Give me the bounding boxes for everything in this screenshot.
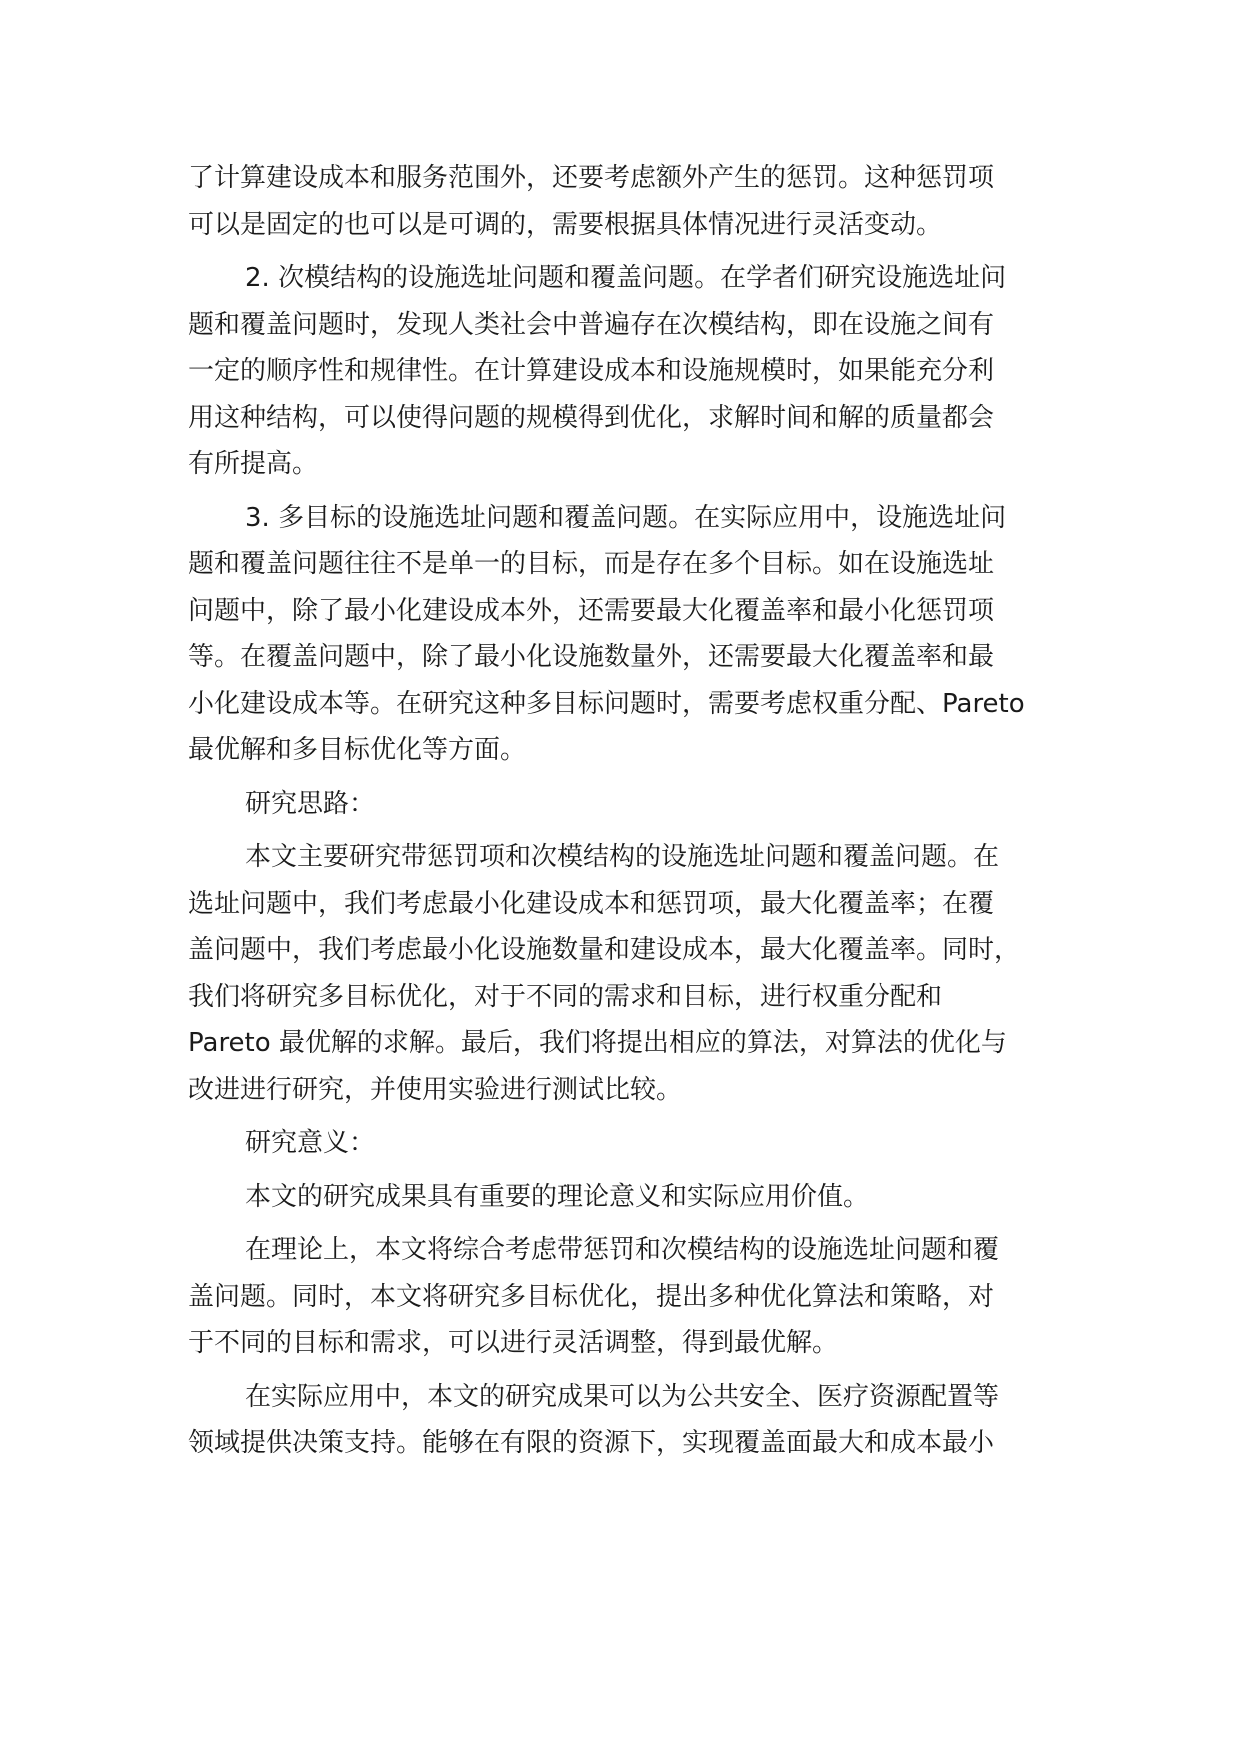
text-line: 领域提供决策支持。能够在有限的资源下，实现覆盖面最大和成本最小 [188,1428,995,1458]
text-line: 题和覆盖问题往往不是单一的目标，而是存在多个目标。如在设施选址 [188,549,995,579]
heading-research-significance [188,1120,1078,1167]
text-line: 小化建设成本等。在研究这种多目标问题时，需要考虑权重分配、Pareto [188,688,1025,719]
text-line: 研究意义： [245,1128,376,1158]
text-line: 选址问题中，我们考虑最小化建设成本和惩罚项，最大化覆盖率；在覆 [188,888,995,919]
text-line: 最优解和多目标优化等方面。 [188,735,527,765]
text-line: 本文主要研究带惩罚项和次模结构的设施选址问题和覆盖问题。在 [245,842,1000,872]
text-line: 盖问题。同时，本文将研究多目标优化，提出多种优化算法和策略，对 [188,1281,995,1312]
text-line: 问题中，除了最小化建设成本外，还需要最大化覆盖率和最小化惩罚项 [188,595,995,626]
text-line: 本文的研究成果具有重要的理论意义和实际应用价值。 [245,1181,870,1212]
text-line: 改进进行研究，并使用实验进行测试比较。 [188,1074,683,1105]
text-line: Pareto 最优解的求解。最后，我们将提出相应的算法，对算法的优化与 [188,1028,1007,1058]
text-line: 盖问题中，我们考虑最小化设施数量和建设成本，最大化覆盖率。同时， [188,935,1021,965]
text-line: 可以是固定的也可以是可调的，需要根据具体情况进行灵活变动。 [188,209,943,240]
text-line: 一定的顺序性和规律性。在计算建设成本和设施规模时，如果能充分利 [188,356,995,386]
text-line: 在理论上，本文将综合考虑带惩罚和次模结构的设施选址问题和覆 [245,1235,1000,1265]
document-body [188,155,1078,1474]
paragraph-multi-objective [188,495,1078,774]
paragraph-significance-intro [188,1174,1078,1221]
text-line: 等。在覆盖问题中，除了最小化设施数量外，还需要最大化覆盖率和最 [188,642,995,672]
paragraph-submodular [188,255,1078,488]
text-line: 研究思路： [245,788,376,819]
heading-research-approach [188,781,1078,828]
paragraph-practical-significance [188,1374,1078,1467]
text-line: 我们将研究多目标优化，对于不同的需求和目标，进行权重分配和 [188,981,943,1012]
text-line: 有所提高。 [188,449,319,479]
text-line: 用这种结构，可以使得问题的规模得到优化，求解时间和解的质量都会 [188,402,995,433]
text-line: 3. 多目标的设施选址问题和覆盖问题。在实际应用中，设施选址问 [245,502,1007,533]
paragraph-penalty-continuation [188,155,1078,248]
text-line: 了计算建设成本和服务范围外，还要考虑额外产生的惩罚。这种惩罚项 [188,163,995,193]
paragraph-research-approach [188,834,1078,1113]
paragraph-theoretical-significance [188,1227,1078,1367]
text-line: 于不同的目标和需求，可以进行灵活调整，得到最优解。 [188,1328,839,1358]
text-line: 在实际应用中，本文的研究成果可以为公共安全、医疗资源配置等 [245,1381,1000,1412]
text-line: 题和覆盖问题时，发现人类社会中普遍存在次模结构，即在设施之间有 [188,309,995,340]
text-line: 2. 次模结构的设施选址问题和覆盖问题。在学者们研究设施选址问 [245,263,1007,293]
